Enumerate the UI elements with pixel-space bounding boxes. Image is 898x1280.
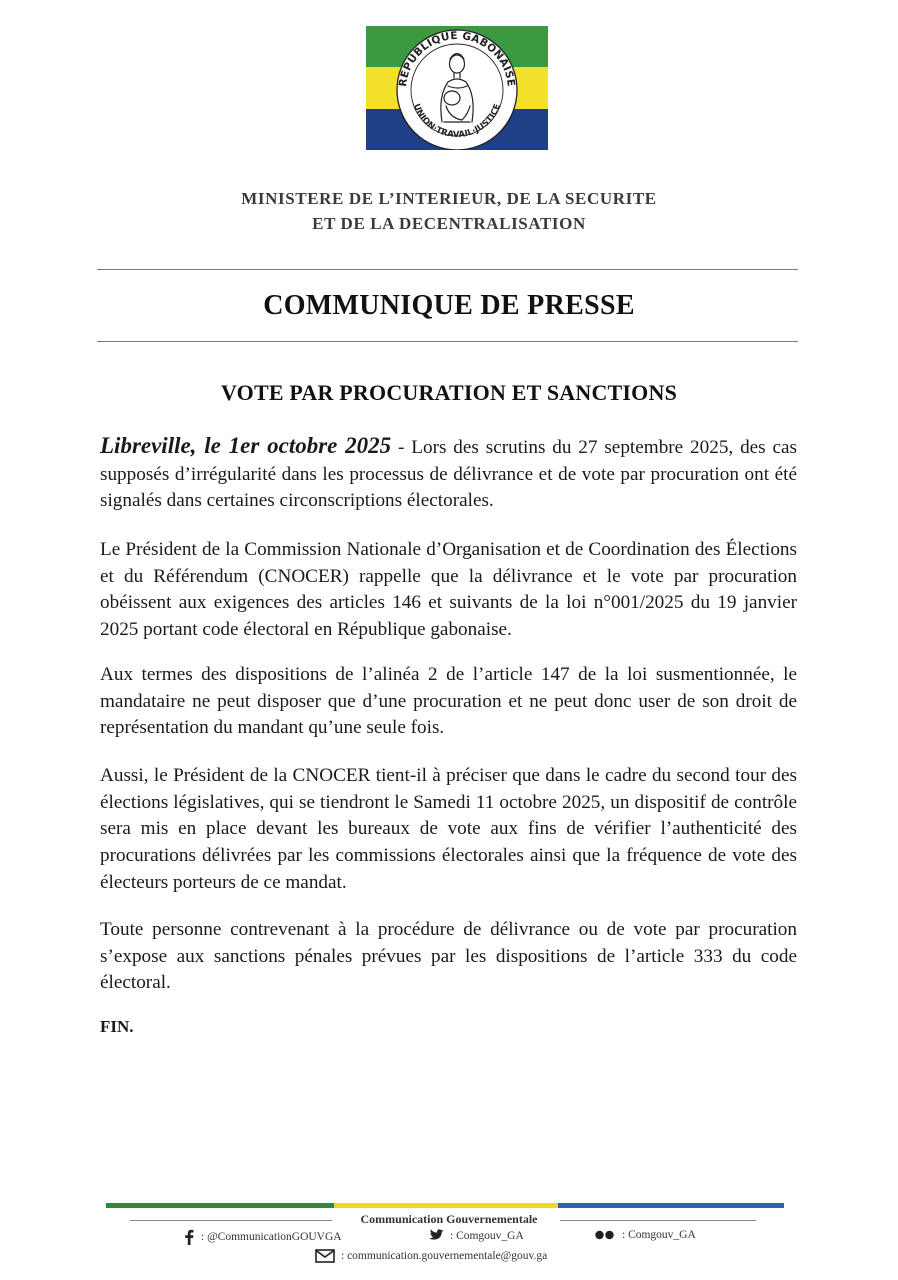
seal-icon — [366, 26, 548, 150]
paragraph-control-measures: Aussi, le Président de la CNOCER tient-il à préciser que dans le cadre du second tour des élections législatives, qui se tiendront le Samedi 11 octobre 2025, un dispositif de contrôle sera mis en place devant les bureaux de vote aux fins de vérifier l’authenticité des procurations délivrées par les commissions électorales ainsi que la fréquence de vote des électeurs porteurs de ce mandat. — [100, 765, 797, 893]
email-address: : communication.gouvernementale@gouv.ga — [341, 1250, 548, 1262]
paragraph-legal-basis: Le Président de la Commission Nationale d’Organisation et de Coordination des Élections et du Référendum (CNOCER) rappelle que la délivrance et le vote par procuration obéissent aux exigences des articles 146 et suivants de la loi n°001/2025 du 19 janvier 2025 portant code électoral en République gabonaise. — [100, 539, 797, 641]
document-type-title: COMMUNIQUE DE PRESSE — [263, 290, 635, 321]
dateline: Libreville, le 1er octobre 2025 — [100, 433, 392, 458]
ministry-name-line1: MINISTERE DE L’INTERIEUR, DE LA SECURITE — [241, 189, 657, 208]
ministry-name-line2: ET DE LA DECENTRALISATION — [312, 214, 586, 233]
flickr-icon — [594, 1229, 616, 1241]
paragraph-intro-text: - Lors des scrutins du 27 septembre 2025, des cas supposés d’irrégularité dans les processus de délivrance et de vote par procuration ont été signalés dans certaines circonscriptions électorales. — [100, 437, 797, 512]
footer-bar-green — [106, 1203, 334, 1208]
footer-email[interactable] — [315, 1249, 547, 1263]
footer-bar-blue — [558, 1203, 784, 1208]
paragraph-sanctions: Toute personne contrevenant à la procédure de délivrance ou de vote par procuration s’expose aux sanctions pénales prévues par les dispositions de l’article 333 du code électoral. — [100, 919, 797, 994]
twitter-handle: : Comgouv_GA — [450, 1230, 524, 1242]
subject-heading: VOTE PAR PROCURATION ET SANCTIONS — [221, 380, 677, 405]
footer-bar-yellow — [334, 1203, 558, 1208]
header-divider-bottom — [97, 341, 798, 342]
footer-flickr[interactable] — [594, 1229, 696, 1241]
flickr-handle: : Comgouv_GA — [622, 1229, 696, 1241]
footer-title: Communication Gouvernementale — [360, 1212, 538, 1226]
footer-twitter[interactable] — [426, 1229, 524, 1243]
footer-facebook[interactable] — [183, 1229, 342, 1245]
paragraph-intro — [100, 433, 797, 515]
email-icon — [315, 1249, 335, 1263]
facebook-handle: : @CommunicationGOUVGA — [201, 1231, 342, 1243]
svg-text:RÉPUBLIQUE GABONAISE: RÉPUBLIQUE GABONAISE — [397, 29, 517, 88]
emblem — [366, 26, 548, 150]
twitter-icon — [426, 1229, 444, 1243]
closing-fin: FIN. — [100, 1017, 134, 1036]
svg-text:UNION·TRAVAIL·JUSTICE: UNION·TRAVAIL·JUSTICE — [410, 102, 503, 141]
header-divider-top — [97, 269, 798, 270]
paragraph-article-147: Aux termes des dispositions de l’alinéa 2 de l’article 147 de la loi susmentionnée, le mandataire ne peut disposer que d’une procuration et ne peut donc user de son droit de représentation du mandant qu’une seule fois. — [100, 664, 797, 739]
facebook-icon — [183, 1229, 195, 1245]
